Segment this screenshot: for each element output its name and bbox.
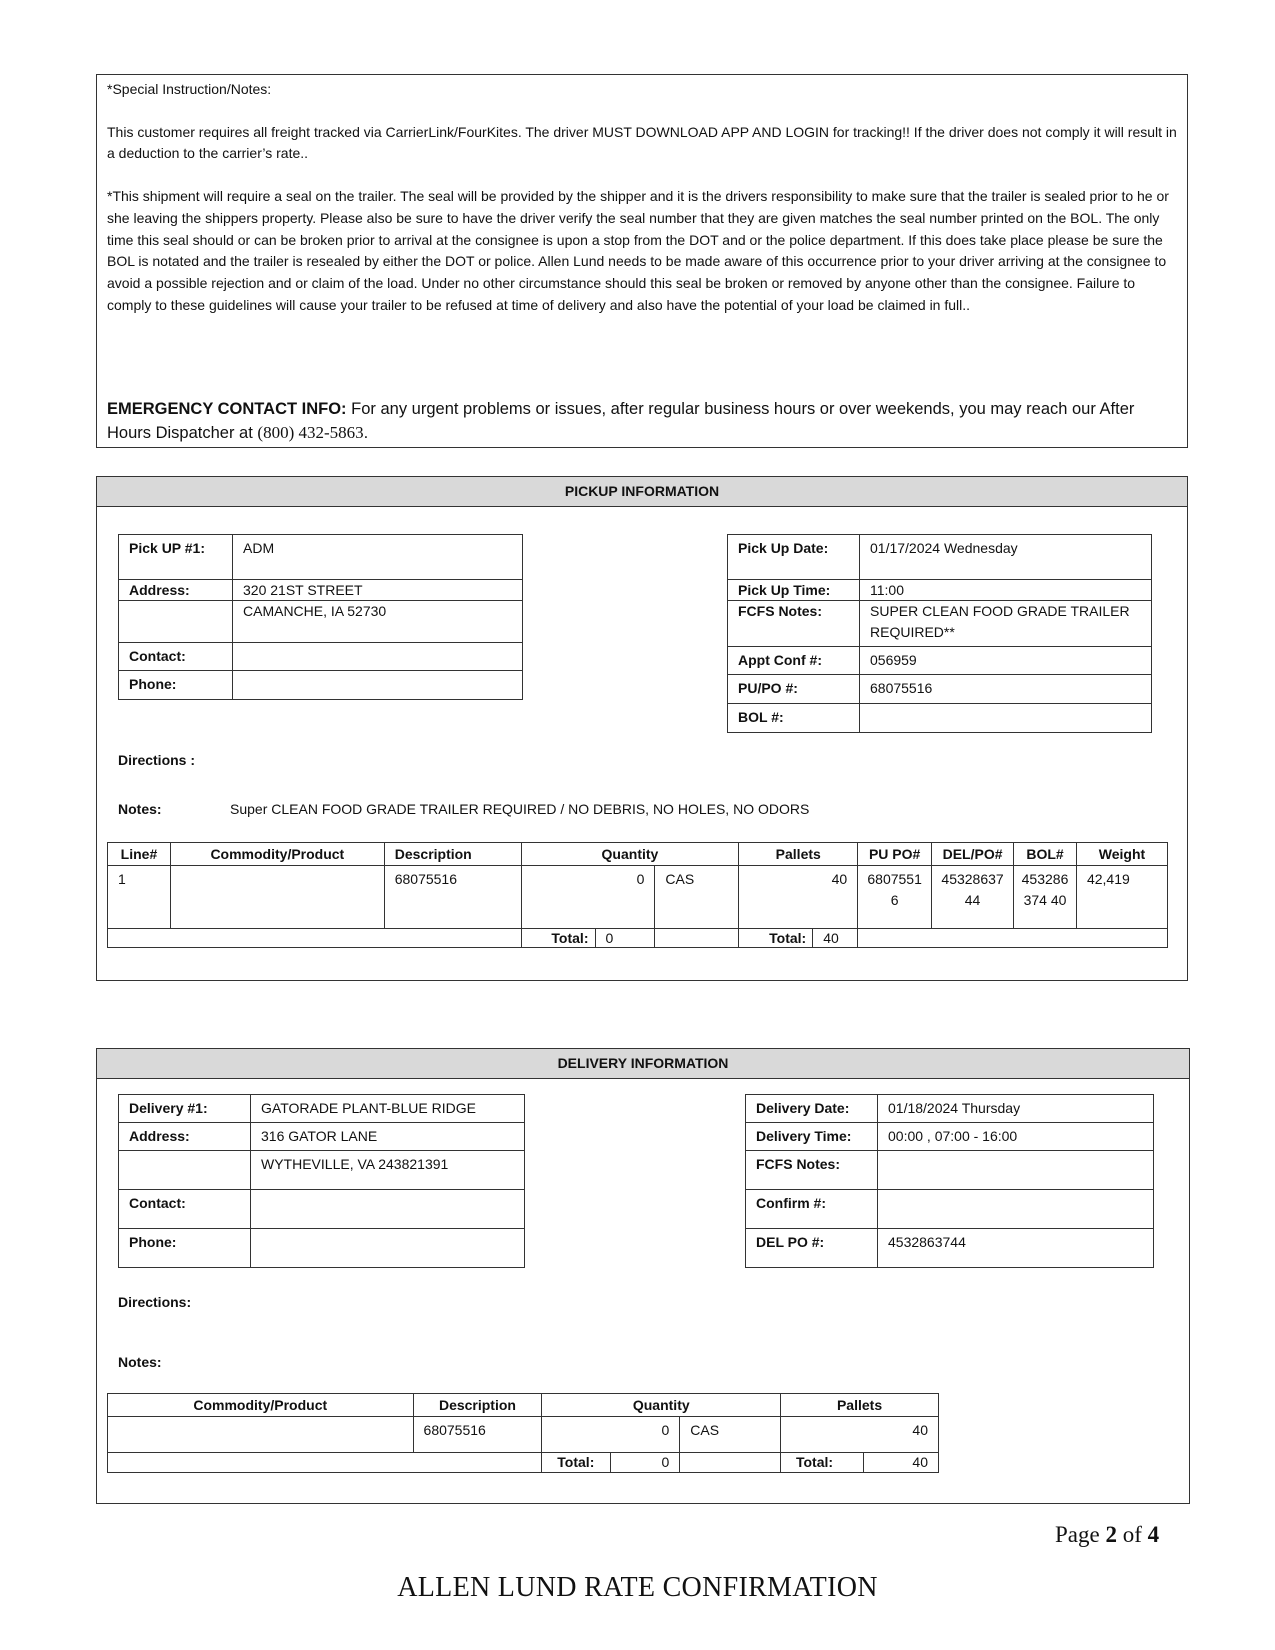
delivery-fcfs-value [878,1151,1154,1190]
delivery-schedule-table [745,1094,1154,1268]
cell-quantity: 0 [521,866,655,929]
cell-pallets: 40 [739,866,858,929]
delivery-time-value: 00:00 , 07:00 - 16:00 [878,1123,1154,1151]
pickup-contact-label: Contact: [119,643,233,671]
delivery-address-label: Address: [119,1123,251,1151]
delivery-del-po-value: 4532863744 [878,1229,1154,1268]
col-header-quantity: Quantity [521,843,739,866]
cell-weight: 42,419 [1076,866,1167,929]
col-header-weight: Weight [1076,843,1167,866]
delivery-time-label: Delivery Time: [746,1123,878,1151]
col-header-bol: BOL# [1014,843,1077,866]
col-header-pallets: Pallets [739,843,858,866]
pickup-location-table [118,534,523,700]
pickup-fcfs-label: FCFS Notes: [728,601,860,647]
delivery-commodity-table [107,1393,939,1473]
document-title: ALLEN LUND RATE CONFIRMATION [397,1572,878,1603]
pickup-contact-value [233,643,523,671]
col-header-commodity: Commodity/Product [170,843,384,866]
pickup-notes-label: Notes: [118,801,162,817]
page-prefix: Page [1055,1522,1106,1547]
cell-pallets: 40 [781,1417,939,1453]
cell-quantity: 0 [542,1417,680,1453]
delivery-address-line2: WYTHEVILLE, VA 243821391 [251,1151,525,1190]
cell-unit: CAS [655,866,739,929]
delivery-contact-label: Contact: [119,1190,251,1229]
delivery-location-table [118,1094,525,1268]
delivery-fcfs-label: FCFS Notes: [746,1151,878,1190]
col-header-description: Description [384,843,521,866]
notes-heading: *Special Instruction/Notes: [107,81,272,97]
emergency-text: For any urgent problems or issues, after regular business hours or over weekends, you may reach our After Hours Dispatcher at [107,400,1135,442]
col-header-del-po: DEL/PO# [932,843,1014,866]
special-instructions-box [96,74,1188,448]
pickup-notes-value: Super CLEAN FOOD GRADE TRAILER REQUIRED / NO DEBRIS, NO HOLES, NO ODORS [230,801,810,817]
cell-description: 68075516 [413,1417,542,1453]
cell-bol: 453286374 40 [1014,866,1077,929]
pickup-pupo-value: 68075516 [860,675,1152,704]
pickup-time-value: 11:00 [860,580,1152,601]
delivery-contact-value [251,1190,525,1229]
pickup-address-line2: CAMANCHE, IA 52730 [233,601,523,643]
col-header-description: Description [413,1394,542,1417]
total-pallets-label: Total: [781,1453,864,1473]
total-pallets-value: 40 [813,929,858,948]
emergency-contact [107,397,1177,445]
emergency-label: EMERGENCY CONTACT INFO: [107,400,347,418]
pickup-commodity-table [107,842,1168,948]
col-header-pallets: Pallets [781,1394,939,1417]
pickup-title: PICKUP INFORMATION [97,477,1187,507]
delivery-section [96,1048,1190,1504]
delivery-name: GATORADE PLANT-BLUE RIDGE [251,1095,525,1123]
pickup-directions-label: Directions : [118,752,196,768]
cell-commodity [108,1417,414,1453]
total-quantity-label: Total: [521,929,595,948]
page-number [1055,1522,1159,1548]
pickup-appt-label: Appt Conf #: [728,647,860,675]
pickup-pupo-label: PU/PO #: [728,675,860,704]
tracking-notice: This customer requires all freight tracked via CarrierLink/FourKites. The driver MUST DOWNLOAD APP AND LOGIN for tracking!! If the driver does not comply it will result in a deduction to the carrier’s rate.. [107,123,1177,162]
page-total: 4 [1147,1522,1160,1547]
delivery-notes-label: Notes: [118,1354,162,1370]
delivery-date-label: Delivery Date: [746,1095,878,1123]
pickup-bol-label: BOL #: [728,704,860,733]
page-current: 2 [1105,1522,1117,1547]
col-header-commodity: Commodity/Product [108,1394,414,1417]
pickup-address-line1: 320 21ST STREET [233,580,523,601]
col-header-line: Line# [108,843,171,866]
delivery-date-value: 01/18/2024 Thursday [878,1095,1154,1123]
pickup-name: ADM [233,535,523,580]
col-header-quantity: Quantity [542,1394,781,1417]
delivery-directions-label: Directions: [118,1294,192,1310]
total-quantity-value: 0 [595,929,655,948]
emergency-phone: (800) 432-5863 [257,423,364,442]
total-quantity-label: Total: [542,1453,611,1473]
pickup-section [96,476,1188,981]
cell-commodity [170,866,384,929]
seal-notice: *This shipment will require a seal on the trailer. The seal will be provided by the shipper and it is the drivers responsibility to make sure that the trailer is sealed prior to he or she leaving the shippers property. Please also be sure to have the driver verify the seal number that they are given matches the seal number printed on the BOL. The only time this seal should or can be broken prior to arrival at the consignee is upon a stop from the DOT and or the police department. If this does take place please be sure the BOL is notated and the trailer is resealed by either the DOT or police. Allen Lund needs to be made aware of this occurrence prior to your driver arriving at the consignee to avoid a possible rejection and or claim of the load. Under no other circumstance should this seal be broken or removed by anyone other than the consignee. Failure to comply to these guidelines will cause your trailer to be refused at time of delivery and also have the potential of your load be claimed in full.. [107,188,1169,313]
cell-unit: CAS [680,1417,781,1453]
pickup-date-label: Pick Up Date: [728,535,860,580]
pickup-date-value: 01/17/2024 Wednesday [860,535,1152,580]
pickup-number-label: Pick UP #1: [119,535,233,580]
cell-description: 68075516 [384,866,521,929]
pickup-address-label: Address: [119,580,233,601]
delivery-number-label: Delivery #1: [119,1095,251,1123]
total-quantity-value: 0 [611,1453,680,1473]
delivery-del-po-label: DEL PO #: [746,1229,878,1268]
delivery-title: DELIVERY INFORMATION [97,1049,1189,1079]
emergency-end: . [363,424,369,442]
delivery-phone-value [251,1229,525,1268]
pickup-appt-value: 056959 [860,647,1152,675]
col-header-pu-po: PU PO# [858,843,932,866]
table-row [108,866,1168,929]
pickup-bol-value [860,704,1152,733]
delivery-address-line1: 316 GATOR LANE [251,1123,525,1151]
delivery-confirm-label: Confirm #: [746,1190,878,1229]
pickup-schedule-table [727,534,1152,733]
delivery-confirm-value [878,1190,1154,1229]
pickup-fcfs-value: SUPER CLEAN FOOD GRADE TRAILER REQUIRED** [860,601,1152,647]
page-of: of [1116,1522,1148,1547]
pickup-time-label: Pick Up Time: [728,580,860,601]
table-row [108,1417,939,1453]
pickup-phone-label: Phone: [119,671,233,700]
total-pallets-value: 40 [864,1453,939,1473]
cell-line: 1 [108,866,171,929]
pickup-phone-value [233,671,523,700]
cell-pu-po: 68075516 [858,866,932,929]
total-pallets-label: Total: [739,929,813,948]
cell-del-po: 4532863744 [932,866,1014,929]
delivery-phone-label: Phone: [119,1229,251,1268]
